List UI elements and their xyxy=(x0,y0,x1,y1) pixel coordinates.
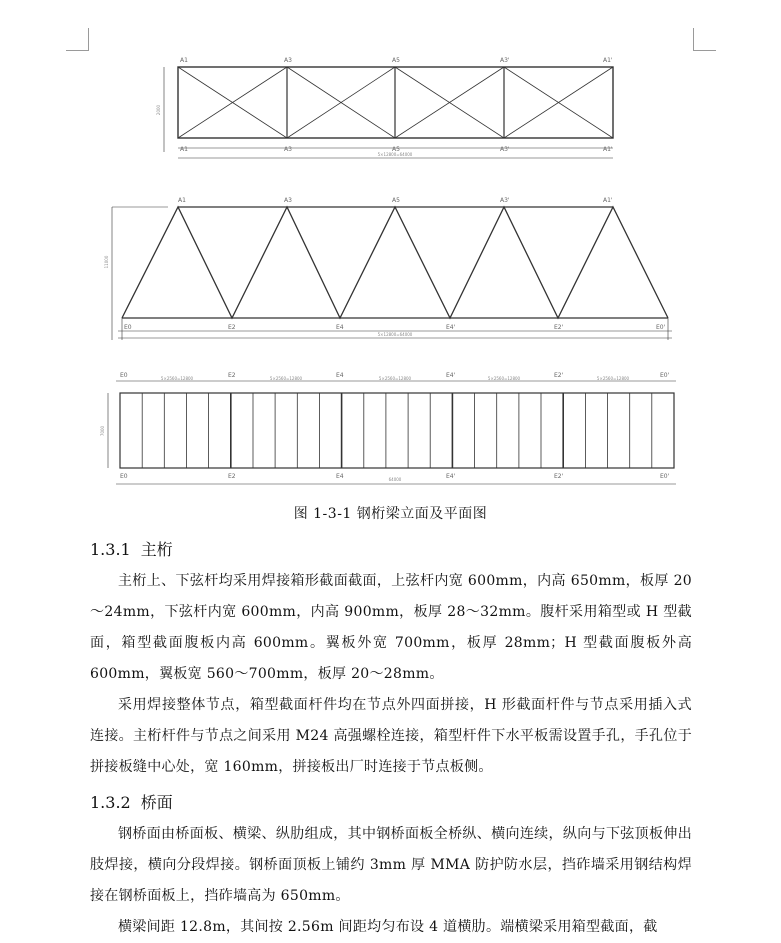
elev-bottom-label: E0' xyxy=(656,324,666,331)
elev-top-label: A1 xyxy=(178,197,186,204)
section-title: 主桁 xyxy=(140,540,173,559)
deck-bottom-label: E2' xyxy=(554,473,564,480)
deck-bottom-label: E2 xyxy=(228,473,236,480)
section-title: 桥面 xyxy=(140,793,173,812)
plan-width-label: 2000 xyxy=(156,104,161,116)
deck-bottom-label: E0' xyxy=(660,473,670,480)
elev-top-label: A3 xyxy=(284,197,292,204)
deck-top-dim: 5×2560=12800 xyxy=(487,376,521,381)
deck-top-label: E4' xyxy=(446,372,456,379)
paragraph: 采用焊接整体节点，箱型截面杆件均在节点外四面拼接，H 形截面杆件与节点采用插入式连接。主桁杆件与节点之间采用 M24 高强螺栓连接，箱型杆件下水平板需设置手孔，手孔位于拼接板缝中心处，宽 160mm，拼接板出厂时连接于节点板侧。 xyxy=(90,697,692,775)
deck-top-dim: 5×2560=12800 xyxy=(378,376,412,381)
elev-height-label: 11000 xyxy=(104,255,109,269)
elev-bottom-label: E4' xyxy=(446,324,456,331)
elev-dim-label: 5×12800=64000 xyxy=(377,332,413,337)
plan-bottom-label: A3 xyxy=(284,146,292,153)
section-number: 1.3.1 xyxy=(90,540,131,559)
elev-bottom-label: E2' xyxy=(554,324,564,331)
deck-top-dim: 5×2560=12800 xyxy=(596,376,630,381)
paragraph: 钢桥面由桥面板、横梁、纵肋组成，其中钢桥面板全桥纵、横向连续，纵向与下弦顶板伸出肢焊接，横向分段焊接。钢桥面顶板上铺约 3mm 厚 MMA 防护防水层，挡砟墙采用钢结构焊接在钢桥面板上，挡砟墙高为 650mm。 xyxy=(90,826,692,904)
plan-bottom-label: A1 xyxy=(180,146,188,153)
elev-bottom-label: E4 xyxy=(336,324,344,331)
deck-width-label: 7000 xyxy=(100,425,105,437)
plan-top-label: A1' xyxy=(603,57,613,64)
deck-bottom-label: E4 xyxy=(336,473,344,480)
plan-view xyxy=(164,67,613,158)
elev-bottom-label: E2 xyxy=(228,324,236,331)
plan-bottom-label: A1' xyxy=(603,146,613,153)
elev-top-label: A5 xyxy=(392,197,400,204)
elev-top-label: A1' xyxy=(603,197,613,204)
section-heading xyxy=(90,537,173,560)
deck-dim-label: 64000 xyxy=(388,477,402,482)
deck-top-dim: 5×2560=12800 xyxy=(160,376,194,381)
plan-top-label: A3 xyxy=(284,57,292,64)
deck-top-label: E4 xyxy=(336,372,344,379)
deck-top-label: E0' xyxy=(660,372,670,379)
paragraph: 横梁间距 12.8m，其间按 2.56m 间距均匀布设 4 道横肋。端横梁采用箱型截面，截 xyxy=(118,919,658,935)
deck-top-label: E2 xyxy=(228,372,236,379)
deck-plan-view xyxy=(108,381,676,484)
plan-top-label: A5 xyxy=(392,57,400,64)
deck-bottom-label: E0 xyxy=(120,473,128,480)
elev-bottom-label: E0 xyxy=(124,324,132,331)
plan-top-label: A1 xyxy=(180,57,188,64)
deck-top-label: E0 xyxy=(120,372,128,379)
elev-top-label: A3' xyxy=(500,197,510,204)
plan-top-label: A3' xyxy=(500,57,510,64)
deck-bottom-label: E4' xyxy=(446,473,456,480)
section-number: 1.3.2 xyxy=(90,793,131,812)
plan-dim-label: 5×12800=64000 xyxy=(377,152,413,157)
plan-bottom-label: A3' xyxy=(500,146,510,153)
plan-bottom-label: A5 xyxy=(392,146,400,153)
deck-top-label: E2' xyxy=(554,372,564,379)
section-heading xyxy=(90,790,173,813)
deck-top-dim: 5×2560=12800 xyxy=(269,376,303,381)
paragraph: 主桁上、下弦杆均采用焊接箱形截面截面，上弦杆内宽 600mm，内高 650mm，板厚 20～24mm，下弦杆内宽 600mm，内高 900mm，板厚 28～32mm。腹杆采用箱型或 H 型截面，箱型截面腹板内高 600mm。翼板外宽 700mm，板厚 28mm；H 型截面腹板外高 600mm，翼板宽 560～700mm，板厚 20～28mm。 xyxy=(90,573,692,682)
figure-caption: 图 1-3-1 钢桁梁立面及平面图 xyxy=(293,506,488,522)
elevation-view xyxy=(112,207,672,340)
